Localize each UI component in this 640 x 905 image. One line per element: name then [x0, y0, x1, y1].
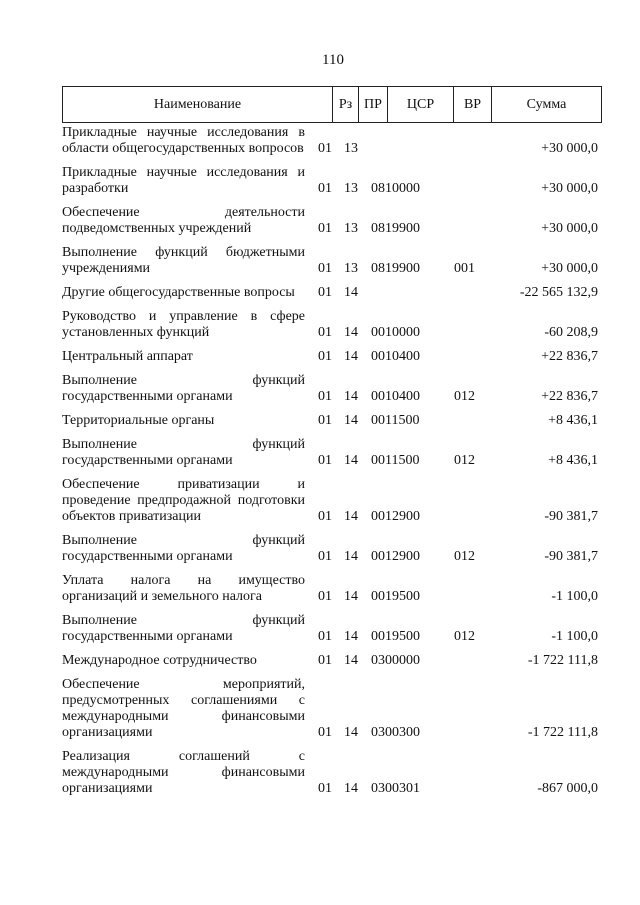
cell-csr: 0011500: [371, 413, 420, 428]
cell-name: Руководство и управление в сфере установленных функций: [62, 309, 305, 340]
cell-csr: 0019500: [371, 589, 420, 604]
cell-csr: 0011500: [371, 453, 420, 468]
cell-pr: 14: [344, 509, 358, 524]
cell-rz: 01: [318, 413, 332, 428]
cell-rz: 01: [318, 389, 332, 404]
cell-csr: 0010000: [371, 325, 420, 340]
cell-csr: 0819900: [371, 221, 420, 236]
cell-name: Реализация соглашений с международными финансовыми организациями: [62, 749, 305, 796]
cell-pr: 14: [344, 325, 358, 340]
cell-vr: 012: [454, 629, 475, 644]
cell-sum: -867 000,0: [537, 781, 598, 796]
cell-rz: 01: [318, 349, 332, 364]
table-row: [62, 277, 602, 301]
cell-rz: 01: [318, 453, 332, 468]
cell-sum: -1 100,0: [551, 629, 598, 644]
cell-csr: 0010400: [371, 389, 420, 404]
cell-rz: 01: [318, 285, 332, 300]
cell-name: Уплата налога на имущество организаций и земельного налога: [62, 573, 305, 604]
table-row: [62, 645, 602, 669]
cell-vr: 012: [454, 549, 475, 564]
cell-pr: 14: [344, 349, 358, 364]
cell-pr: 13: [344, 261, 358, 276]
cell-sum: +22 836,7: [541, 349, 598, 364]
cell-rz: 01: [318, 725, 332, 740]
cell-rz: 01: [318, 781, 332, 796]
table-row: [62, 117, 602, 157]
cell-sum: +30 000,0: [541, 181, 598, 196]
cell-pr: 14: [344, 549, 358, 564]
table-row: [62, 525, 602, 565]
cell-csr: 0300000: [371, 653, 420, 668]
cell-pr: 13: [344, 181, 358, 196]
cell-rz: 01: [318, 141, 332, 156]
cell-csr: 0010400: [371, 349, 420, 364]
table-row: [62, 197, 602, 237]
header-name: Наименование: [63, 87, 333, 122]
header-sum: Сумма: [526, 96, 567, 112]
cell-pr: 14: [344, 285, 358, 300]
cell-rz: 01: [318, 629, 332, 644]
cell-sum: -1 100,0: [551, 589, 598, 604]
cell-name: Другие общегосударственные вопросы: [62, 285, 295, 300]
cell-pr: 13: [344, 221, 358, 236]
cell-name: Обеспечение приватизации и проведение предпродажной подготовки объектов приватизации: [62, 477, 305, 524]
cell-sum: -1 722 111,8: [527, 725, 598, 740]
cell-name: Выполнение функций государственными органами: [62, 613, 305, 644]
cell-csr: 0819900: [371, 261, 420, 276]
cell-pr: 14: [344, 389, 358, 404]
cell-csr: 0012900: [371, 549, 420, 564]
cell-sum: +30 000,0: [541, 221, 598, 236]
cell-sum: -60 208,9: [544, 325, 598, 340]
table-row: [62, 741, 602, 797]
cell-vr: 001: [454, 261, 475, 276]
cell-csr: 0300301: [371, 781, 420, 796]
cell-csr: 0300300: [371, 725, 420, 740]
table-row: [62, 429, 602, 469]
cell-rz: 01: [318, 509, 332, 524]
cell-pr: 14: [344, 725, 358, 740]
cell-sum: +30 000,0: [541, 261, 598, 276]
page-number: 110: [322, 52, 344, 68]
cell-name: Территориальные органы: [62, 413, 215, 428]
cell-rz: 01: [318, 653, 332, 668]
cell-csr: 0810000: [371, 181, 420, 196]
cell-rz: 01: [318, 549, 332, 564]
cell-name: Выполнение функций государственными органами: [62, 437, 305, 468]
table-row: [62, 405, 602, 429]
cell-sum: +22 836,7: [541, 389, 598, 404]
cell-vr: 012: [454, 453, 475, 468]
cell-rz: 01: [318, 325, 332, 340]
cell-rz: 01: [318, 589, 332, 604]
cell-csr: 0012900: [371, 509, 420, 524]
table-body: [62, 117, 602, 797]
cell-rz: 01: [318, 261, 332, 276]
cell-name: Международное сотрудничество: [62, 653, 257, 668]
cell-sum: +8 436,1: [548, 413, 598, 428]
header-vr: ВР: [454, 87, 492, 122]
cell-name: Обеспечение деятельности подведомственных учреждений: [62, 205, 305, 236]
cell-name: Выполнение функций государственными органами: [62, 373, 305, 404]
cell-pr: 14: [344, 413, 358, 428]
cell-pr: 14: [344, 781, 358, 796]
cell-rz: 01: [318, 221, 332, 236]
cell-sum: +8 436,1: [548, 453, 598, 468]
table-row: [62, 605, 602, 645]
cell-pr: 14: [344, 589, 358, 604]
table-row: [62, 301, 602, 341]
cell-sum: -90 381,7: [544, 509, 598, 524]
cell-sum: -90 381,7: [544, 549, 598, 564]
cell-vr: 012: [454, 389, 475, 404]
header-csr: ЦСР: [388, 87, 454, 122]
cell-sum: -22 565 132,9: [519, 285, 598, 300]
table-row: [62, 565, 602, 605]
cell-name: Прикладные научные исследования в области общегосударственных вопросов: [62, 125, 305, 156]
table-row: [62, 669, 602, 741]
table-row: [62, 237, 602, 277]
table-row: [62, 365, 602, 405]
cell-pr: 14: [344, 629, 358, 644]
cell-rz: 01: [318, 181, 332, 196]
header-rz: Рз: [333, 87, 359, 122]
cell-csr: 0019500: [371, 629, 420, 644]
cell-sum: +30 000,0: [541, 141, 598, 156]
cell-name: Центральный аппарат: [62, 349, 193, 364]
cell-name: Прикладные научные исследования и разработки: [62, 165, 305, 196]
cell-name: Выполнение функций бюджетными учреждениями: [62, 245, 305, 276]
table-row: [62, 469, 602, 525]
cell-sum: -1 722 111,8: [527, 653, 598, 668]
cell-pr: 14: [344, 653, 358, 668]
cell-pr: 14: [344, 453, 358, 468]
table-row: [62, 157, 602, 197]
cell-pr: 13: [344, 141, 358, 156]
cell-name: Выполнение функций государственными органами: [62, 533, 305, 564]
cell-name: Обеспечение мероприятий, предусмотренных соглашениями с международными финансовыми организациями: [62, 677, 305, 740]
table-row: [62, 341, 602, 365]
header-pr: ПР: [359, 87, 388, 122]
